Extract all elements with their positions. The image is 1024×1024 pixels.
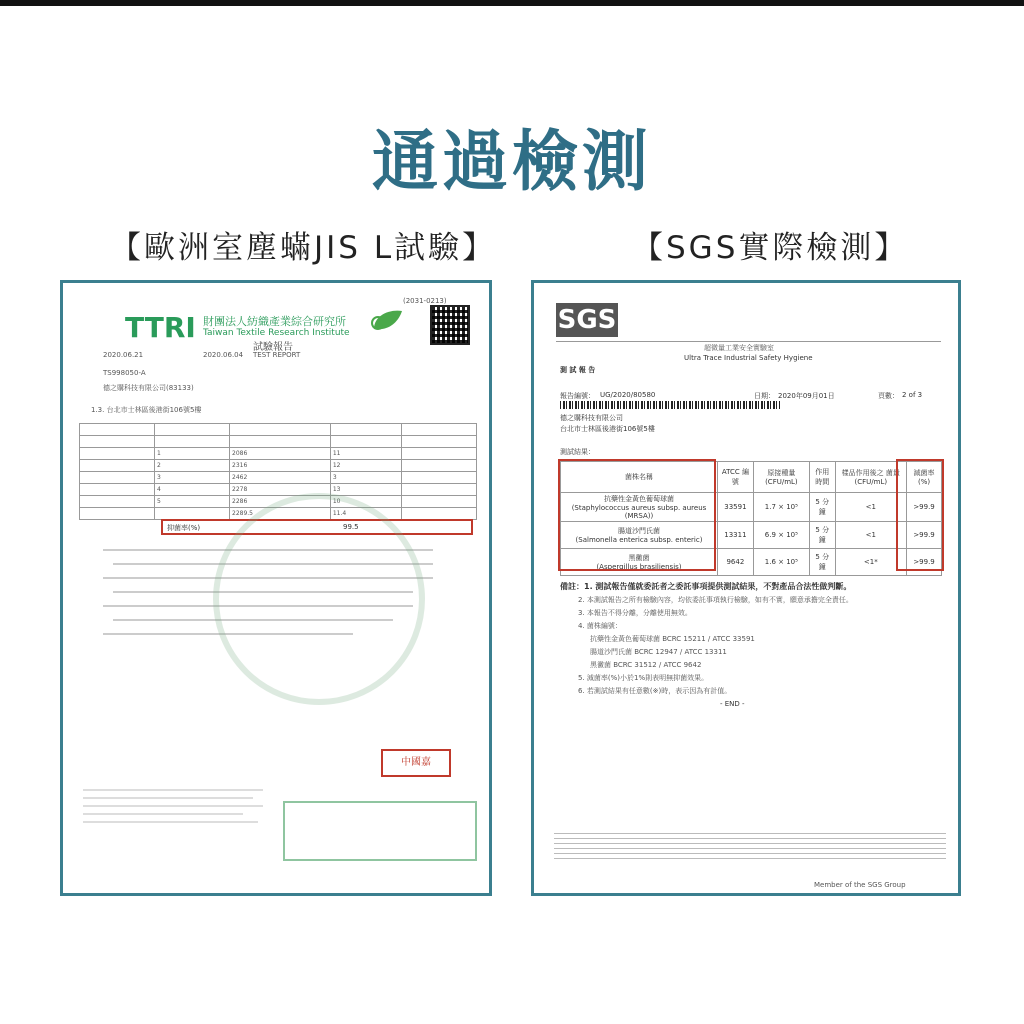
sgs-note: 腸道沙門氏菌 BCRC 12947 / ATCC 13311 xyxy=(590,648,727,656)
rate-cell: >99.9 xyxy=(907,522,942,549)
sgs-logo: SGS xyxy=(557,305,617,335)
ttri-report-title: 試驗報告 xyxy=(253,342,293,353)
caption-sgs-test: 【SGS實際檢測】 xyxy=(632,230,909,266)
col-atcc: ATCC 編號 xyxy=(718,462,754,493)
sgs-header-rule xyxy=(556,341,941,342)
sgs-lab-zh: 超微量工業安全實驗室 xyxy=(704,344,774,352)
sgs-notes-block xyxy=(560,581,950,708)
inoculum-cell: 6.9 × 10⁵ xyxy=(753,522,809,549)
after-cell: <1 xyxy=(835,493,907,522)
sgs-end-marker: - END - xyxy=(720,700,745,708)
ttri-address: 1.3. 台北市士林區後港街106號5樓 xyxy=(91,406,202,414)
sgs-note: 黑黴菌 BCRC 31512 / ATCC 9642 xyxy=(590,661,702,669)
sgs-report-panel xyxy=(531,280,961,896)
after-cell: <1 xyxy=(835,522,907,549)
ttri-report-number: TS998050-A xyxy=(103,369,146,377)
ttri-doc-number: (2031-0213) xyxy=(403,297,447,305)
sgs-note: 4. 菌株編號： xyxy=(578,622,622,630)
col-strain: 菌株名稱 xyxy=(561,462,718,493)
after-cell: <1* xyxy=(835,549,907,576)
strain-name: 腸道沙門氏菌 xyxy=(618,527,660,535)
ttri-report-en: TEST REPORT xyxy=(253,351,301,359)
strain-latin: (Aspergillus brasiliensis) xyxy=(596,563,682,571)
atcc-cell: 9642 xyxy=(718,549,754,576)
sgs-date: 2020年09月01日 xyxy=(778,392,835,400)
time-cell: 5 分鐘 xyxy=(809,522,835,549)
ttri-result-value: 99.5 xyxy=(343,523,359,531)
sgs-report-no-label: 報告編號： xyxy=(560,392,595,400)
sgs-page-label: 頁數： xyxy=(878,392,899,400)
sgs-note: 3. 本報告不得分離，分離使用無效。 xyxy=(578,609,692,617)
qr-code-icon xyxy=(430,305,470,345)
ttri-org-zh: 財團法人紡織產業綜合研究所 xyxy=(203,315,346,328)
sgs-legal-text xyxy=(554,829,946,863)
ttri-date2: 2020.06.04 xyxy=(203,351,244,359)
sgs-note: 5. 減菌率(%)小於1%則表明無抑菌效果。 xyxy=(578,674,709,682)
strain-name: 黑黴菌 xyxy=(628,554,650,562)
ttri-report-panel xyxy=(60,280,492,896)
ttri-org-en: Taiwan Textile Research Institute xyxy=(203,328,350,338)
atcc-cell: 33591 xyxy=(718,493,754,522)
col-after: 樣品作用後之 菌量(CFU/mL) xyxy=(835,462,907,493)
ttri-results-table: 1 2086 11 2 2316 12 3 2462 3 4 2278 13 5 2286 10 2289.5 11.4 xyxy=(79,423,477,520)
col-inoculum: 原接種量 (CFU/mL) xyxy=(753,462,809,493)
sgs-note: 6. 若測試結果有任意數(※)時，表示因為有計值。 xyxy=(578,687,732,695)
ttri-result-label: 抑菌率(%) xyxy=(167,524,201,532)
sgs-note: 2. 本測試報告之所有檢驗內容，均依委託事項執行檢驗，如有不實，願意承擔完全責任。 xyxy=(578,596,853,604)
sgs-note: 備註：1. 測試報告僅就委託者之委託事項提供測試結果，不對產品合法性做判斷。 xyxy=(560,582,852,591)
ttri-applicant: 德之購科技有限公司(83133) xyxy=(103,384,194,392)
strain-latin: (Salmonella enterica subsp. enteric) xyxy=(575,536,703,544)
col-rate: 減菌率(%) xyxy=(907,462,942,493)
inoculum-cell: 1.7 × 10⁵ xyxy=(753,493,809,522)
sgs-report-no: UG/2020/80580 xyxy=(600,391,656,399)
sgs-page: 2 of 3 xyxy=(902,391,923,399)
sgs-company: 德之購科技有限公司 xyxy=(560,414,623,422)
ttri-date: 2020.06.21 xyxy=(103,351,144,359)
inoculum-cell: 1.6 × 10⁵ xyxy=(753,549,809,576)
top-divider-bar xyxy=(0,0,1024,6)
caption-jis-test: 【歐洲室塵蟎JIS L試驗】 xyxy=(110,230,497,266)
page-headline: 通過檢測 xyxy=(372,123,652,200)
leaf-logo-icon xyxy=(368,307,406,335)
sgs-lab-en: Ultra Trace Industrial Safety Hygiene xyxy=(684,354,813,362)
sgs-address: 台北市士林區後港街106號5樓 xyxy=(560,425,655,433)
rate-cell: >99.9 xyxy=(907,493,942,522)
time-cell: 5 分鐘 xyxy=(809,493,835,522)
sgs-report-title: 測 試 報 告 xyxy=(560,366,596,374)
sgs-footer: Member of the SGS Group xyxy=(814,881,906,889)
watermark-seal-icon xyxy=(213,493,425,705)
sgs-strain-highlight xyxy=(558,459,716,571)
sgs-note: 抗藥性金黃色葡萄球菌 BCRC 15211 / ATCC 33591 xyxy=(590,635,755,643)
time-cell: 5 分鐘 xyxy=(809,549,835,576)
strain-name: 抗藥性金黃色葡萄球菌 xyxy=(604,495,674,503)
col-time: 作用時間 xyxy=(809,462,835,493)
ttri-stamp: 中國嘉 xyxy=(381,749,451,777)
sgs-results-label: 測試結果： xyxy=(560,448,595,456)
ttri-authorization-box xyxy=(283,801,477,861)
sgs-rate-highlight xyxy=(896,459,944,571)
strain-latin: (Staphylococcus aureus subsp. aureus (MRSA)) xyxy=(571,504,707,520)
ttri-logo: TTRI xyxy=(125,311,196,344)
rate-cell: >99.9 xyxy=(907,549,942,576)
atcc-cell: 13311 xyxy=(718,522,754,549)
sgs-date-label: 日期： xyxy=(754,392,775,400)
barcode-icon xyxy=(560,401,780,409)
